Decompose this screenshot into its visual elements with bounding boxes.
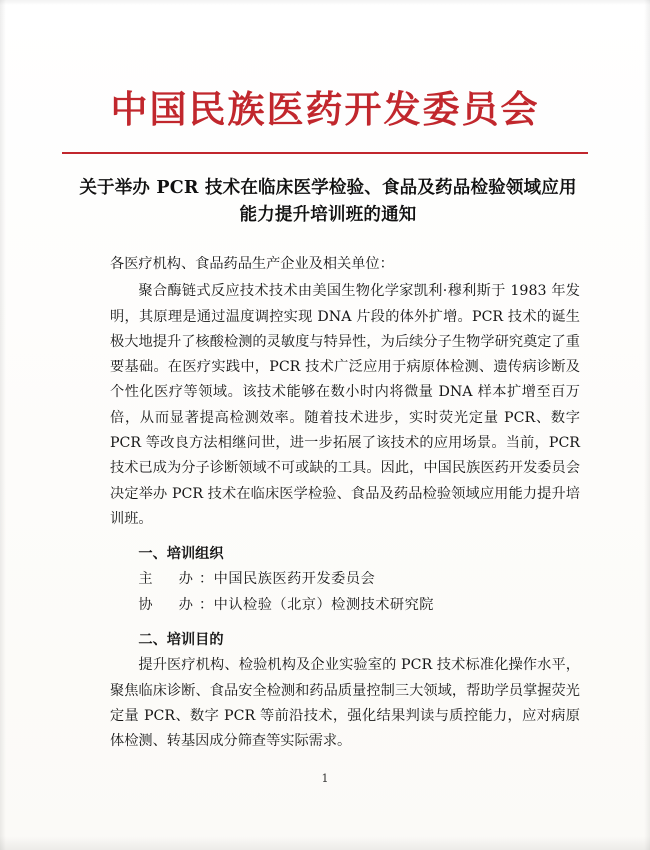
page-edge-shadow-right: [644, 0, 650, 850]
co-organizer-value: 中认检验（北京）检测技术研究院: [213, 596, 434, 613]
organizer-line: [110, 567, 580, 592]
co-organizer-separator: ：: [198, 596, 214, 613]
letterhead: [60, 88, 590, 131]
organizer-value: 中国民族医药开发委员会: [213, 571, 376, 588]
section-heading-training-purpose: 二、培训目的: [138, 631, 224, 648]
training-purpose-paragraph: 提升医疗机构、检验机构及企业实验室的 PCR 技术标准化操作水平，聚焦临床诊断、食品安全检测和药品质量控制三大领域，帮助学员掌握荧光定量 PCR、数字 PCR 等前沿技术，强化结果判读与质控能力，应对病原体检测、转基因成分筛查等实际需求。: [110, 657, 580, 750]
organizer-label: 主 办: [138, 571, 199, 588]
page-edge-shadow-top: [0, 0, 650, 5]
intro-paragraph: 聚合酶链式反应技术技术由美国生物化学家凯利·穆利斯于 1983 年发明，其原理是通过温度调控实现 DNA 片段的体外扩增。PCR 技术的诞生极大地提升了核酸检测的灵敏度与特异性，为后续分子生物学研究奠定了重要基础。在医疗实践中，PCR 技术广泛应用于病原体检测、遗传病诊断及个性化医疗等领域。该技术能够在数小时内将微量 DNA 样本扩增至百万倍，从而显著提高检测效率。随着技术进步，实时荧光定量 PCR、数字 PCR 等改良方法相继问世，进一步拓展了该技术的应用场景。当前，PCR 技术已成为分子诊断领域不可或缺的工具。因此，中国民族医药开发委员会决定举办 PCR 技术在临床医学检验、食品及药品检验领域应用能力提升培训班。: [110, 283, 580, 527]
page-number: 1: [321, 772, 329, 785]
document-body: [110, 252, 580, 754]
organizer-separator: ：: [198, 571, 214, 588]
co-organizer-line: [110, 593, 580, 618]
section-heading-training-organization: 一、培训组织: [138, 546, 224, 563]
page-edge-shadow-left: [0, 0, 6, 850]
document-title: 关于举办 PCR 技术在临床医学检验、食品及药品检验领域应用能力提升培训班的通知: [79, 178, 577, 226]
page-edge-shadow-bottom: [0, 836, 650, 850]
organization-name: 中国民族医药开发委员会: [110, 87, 540, 131]
salutation: 各医疗机构、食品药品生产企业及相关单位：: [110, 256, 394, 272]
co-organizer-label: 协 办: [138, 596, 199, 613]
letterhead-divider: [62, 152, 588, 154]
